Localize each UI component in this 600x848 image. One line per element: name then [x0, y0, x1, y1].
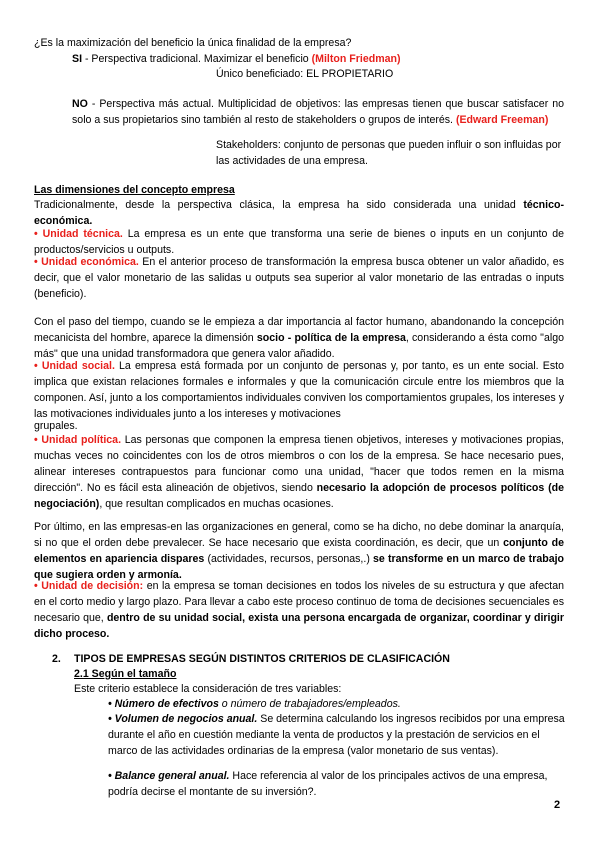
unidad-decision: • Unidad de decisión: en la empresa se toman decisiones en todos los niveles de su estructura y que afectan en el corto medio y largo plazo. Para llevar a cabo este proceso continuo de toma de decisiones secuenciales es necesario que, dentro de su unidad social, exista una persona encargada de organizar, coordinar y dirigir dicho proceso.	[34, 580, 564, 640]
por-ultimo: Por último, en las empresas-en las organizaciones en general, como se ha dicho, no debe dominar la anarquía, si no que el orden debe prevalecer. Se hace necesario que exista coordinación, es decir, que un conjunto de elementos en apariencia dispares (actividades, recursos, personas,.) se transforme en un marco de trabajo que sugiera orden y armonía.	[34, 521, 564, 581]
unidad-politica: • Unidad política. Las personas que componen la empresa tienen objetivos, intereses y motivaciones propias, muchas veces no coincidentes con los de otros miembros o con los de la empresa. Se hace necesario pues, alinear intereses contrapuestos para funcionar como una unidad, "hacer que todos remen en la misma dirección". No es fácil esta alineación de objetivos, siendo necesario la adopción de procesos políticos (de negociación), que resultan complicados en muchas ocasiones.	[34, 434, 564, 510]
stakeholders-definition: Stakeholders: conjunto de personas que pueden influir o son influidas por las actividades de una empresa.	[216, 139, 562, 167]
paso-del-tiempo: Con el paso del tiempo, cuando se le empieza a dar importancia al factor humano, abandonando la concepción mecanicista del hombre, aparece la dimensión socio - política de la empresa, considerando a ésta como "algo más" que una unidad transformadora que genera valor añadido.	[34, 316, 564, 360]
section-intro: Este criterio establece la consideración de tres variables:	[74, 683, 342, 695]
unidad-tecnica: • Unidad técnica. La empresa es un ente que transforma una serie de bienes o inputs en un conjunto de productos/servicios u outputs.	[34, 228, 564, 256]
variable-balance: • Balance general anual. Hace referencia al valor de los principales activos de una empresa, podría decirse el montante de su inversión?.	[108, 770, 548, 798]
unidad-economica: • Unidad económica. En el anterior proceso de transformación la empresa busca obtener un valor añadido, es decir, que el valor monetario de las salidas u outputs sea superior al valor monetario de las entradas o inputs (beneficio).	[34, 256, 564, 300]
no-paragraph: NO - Perspectiva más actual. Multiplicidad de objetivos: las empresas tienen que buscar satisfacer no solo a sus propietarios sino también al resto de stakeholders o grupos de interés. (Edward Freeman)	[72, 98, 564, 126]
variable-efectivos: • Número de efectivos o número de trabajadores/empleados.	[108, 698, 401, 710]
dimensions-intro: Tradicionalmente, desde la perspectiva clásica, la empresa ha sido considerada una unidad técnico-económica.	[34, 199, 564, 227]
unidad-social: • Unidad social. La empresa está formada por un conjunto de personas y, por tanto, es un ente social. Esto implica que existan relaciones formales e informales y que la comunicación circule entre los miembros que la componen. Así, junto a los comportamientos individuales conviven los comportamientos grupales, los intereses y las motivaciones individuales junto a los intereses y motivaciones	[34, 360, 564, 420]
intro-question: ¿Es la maximización del beneficio la única finalidad de la empresa?	[34, 37, 352, 49]
variable-volumen: • Volumen de negocios anual. Se determina calculando los ingresos recibidos por una empresa durante el año en cuestión mediante la venta de productos y la prestación de servicios en el marco de las actividades ordinarias de la empresa (valor monetario de sus ventas).	[108, 713, 565, 757]
si-paragraph: SI - Perspectiva tradicional. Maximizar el beneficio (Milton Friedman)	[72, 53, 401, 65]
page-number: 2	[554, 799, 561, 811]
section-number: 2.	[52, 653, 61, 665]
unidad-social-tail: grupales.	[34, 420, 78, 432]
si-beneficiary: Único beneficiado: EL PROPIETARIO	[216, 68, 394, 80]
section-title: TIPOS DE EMPRESAS SEGÚN DISTINTOS CRITERIOS DE CLASIFICACIÓN	[74, 653, 450, 665]
subsection-title: 2.1 Según el tamaño	[74, 668, 177, 680]
dimensions-heading: Las dimensiones del concepto empresa	[34, 184, 235, 196]
